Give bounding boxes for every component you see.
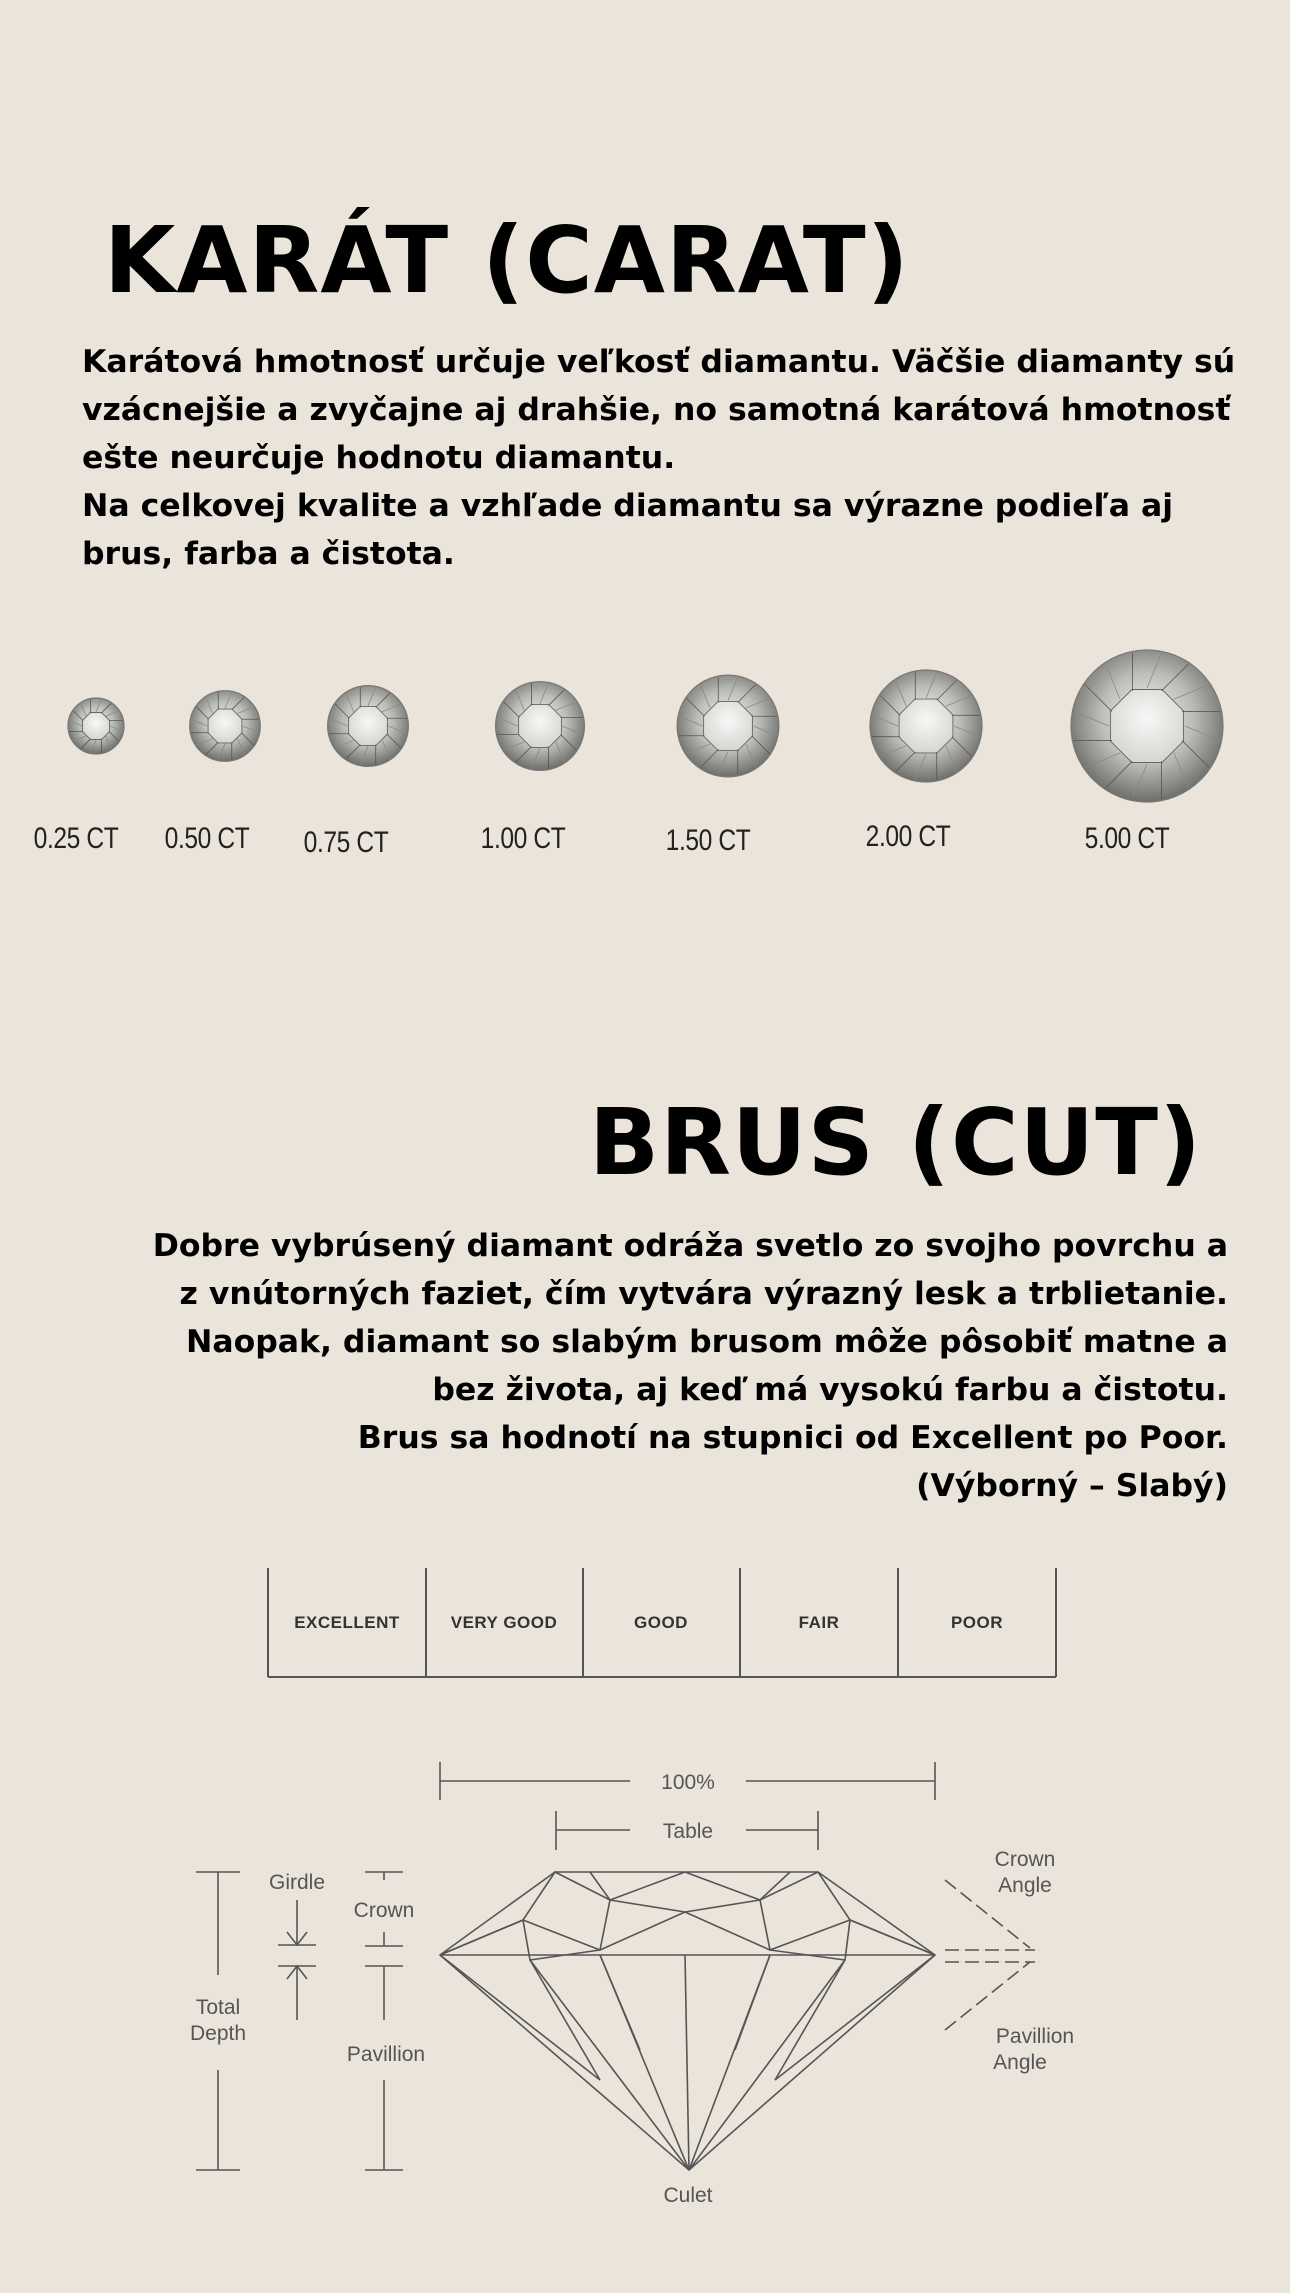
table-label: Table bbox=[662, 1820, 714, 1843]
diamond-top-view bbox=[328, 686, 409, 767]
carat-label: 0.50 CT bbox=[164, 822, 250, 855]
crown-label: Crown bbox=[353, 1899, 415, 1922]
pavilion-angle-label: Angle bbox=[993, 2051, 1047, 2074]
cut-line: (Výborný – Slabý) bbox=[916, 1468, 1228, 1504]
diamond-top-view bbox=[870, 670, 982, 782]
cut-line: Naopak, diamant so slabým brusom môže pôsobiť matne a bbox=[185, 1324, 1228, 1360]
grade-very-good: VERY GOOD bbox=[450, 1613, 558, 1632]
cut-description bbox=[128, 1222, 1228, 1510]
cut-line: bez života, aj keď má vysokú farbu a čistotu. bbox=[432, 1372, 1228, 1408]
carat-line: Karátová hmotnosť určuje veľkosť diamantu. Väčšie diamanty sú bbox=[82, 344, 1236, 380]
cut-line: Brus sa hodnotí na stupnici od Excellent po Poor. bbox=[357, 1420, 1228, 1456]
carat-label: 2.00 CT bbox=[865, 820, 951, 853]
width-label: 100% bbox=[661, 1771, 715, 1794]
carat-size-illustration bbox=[0, 0, 1290, 900]
cut-line: z vnútorných faziet, čím vytvára výrazný lesk a trblietanie. bbox=[179, 1276, 1228, 1312]
pavilion-angle-label: Pavillion bbox=[995, 2025, 1075, 2048]
diamond-top-view bbox=[496, 682, 585, 771]
grade-excellent: EXCELLENT bbox=[294, 1613, 400, 1632]
cut-line: Dobre vybrúsený diamant odráža svetlo zo svojho povrchu a bbox=[152, 1228, 1228, 1264]
diamond-top-view bbox=[190, 691, 261, 762]
crown-angle-label: Crown bbox=[994, 1848, 1056, 1871]
girdle-label: Girdle bbox=[268, 1871, 326, 1894]
total-depth-label: Total bbox=[195, 1996, 241, 2019]
pavilion-label: Pavillion bbox=[346, 2043, 426, 2066]
carat-label: 0.25 CT bbox=[33, 822, 119, 855]
diamond-top-view bbox=[68, 698, 124, 754]
diamond-profile bbox=[440, 1872, 935, 2170]
carat-label: 1.50 CT bbox=[665, 824, 751, 857]
cut-title: BRUS (CUT) bbox=[588, 1089, 1202, 1196]
carat-line: ešte neurčuje hodnotu diamantu. bbox=[82, 440, 676, 476]
carat-label: 5.00 CT bbox=[1084, 822, 1170, 855]
grade-poor: POOR bbox=[950, 1613, 1004, 1632]
crown-angle-label: Angle bbox=[998, 1874, 1052, 1897]
grade-fair: FAIR bbox=[798, 1613, 840, 1632]
diamond-top-view bbox=[1071, 650, 1223, 802]
carat-label: 1.00 CT bbox=[480, 822, 566, 855]
carat-line: brus, farba a čistota. bbox=[82, 536, 455, 572]
total-depth-label: Depth bbox=[189, 2022, 247, 2045]
cut-grade-scale bbox=[268, 1568, 1056, 1677]
culet-label: Culet bbox=[663, 2184, 713, 2207]
carat-label: 0.75 CT bbox=[303, 826, 389, 859]
carat-line: Na celkovej kvalite a vzhľade diamantu sa výrazne podieľa aj bbox=[82, 488, 1174, 524]
carat-title: KARÁT (CARAT) bbox=[104, 207, 910, 314]
diamond-top-view bbox=[677, 675, 779, 777]
grade-good: GOOD bbox=[634, 1613, 688, 1632]
carat-line: vzácnejšie a zvyčajne aj drahšie, no samotná karátová hmotnosť bbox=[82, 392, 1231, 428]
